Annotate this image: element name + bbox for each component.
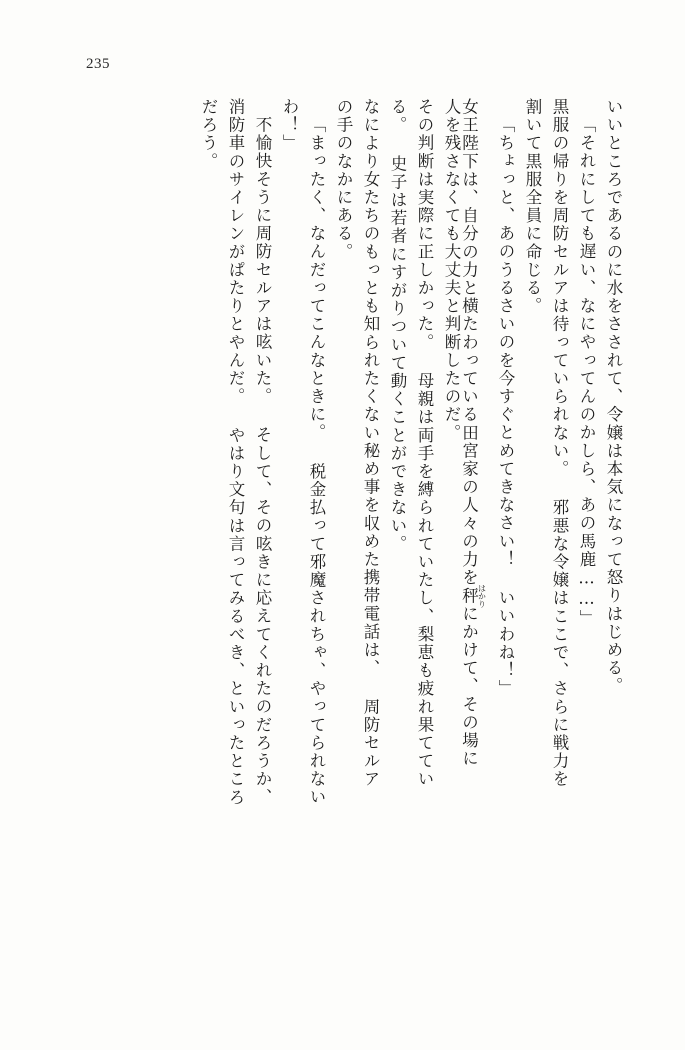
text-column: わ！」 (280, 98, 299, 153)
vertical-text-body (70, 98, 621, 990)
page-number: 235 (86, 56, 110, 72)
text-column: 「それにしても遅い、なにやってんのかしら、あの馬鹿……」 (577, 116, 596, 628)
text-column: 人を残さなくても大丈夫と判断したのだ。 (442, 98, 461, 442)
text-column: いいところであるのに水をさされて、令嬢は本気になって怒りはじめる。 (604, 98, 623, 696)
text-column: 割いて黒服全員に命じる。 (523, 98, 542, 316)
text-column: 黒服の帰りを周防セルアは待っていられない。 邪悪な令嬢はここで、さらに戦力を (550, 98, 569, 789)
text-column: 「まったく、なんだってこんなときに。 税金払って邪魔されちゃ、やってられない (307, 116, 326, 807)
text-column: なにより女たちのもっとも知られたくない秘め事を収めた携帯電話は、 周防セルア (361, 98, 380, 789)
text-column: る。 史子は若者にすがりついて動くことができない。 (388, 98, 407, 553)
text-column: 消防車のサイレンがぱたりとやんだ。 やはり文句は言ってみるべき、といったところ (226, 98, 245, 807)
text-column: だろう。 (199, 98, 218, 171)
text-column: 女王陛下は、自分の力と横たわっている田宮家の人々の力を秤 はかりにかけて、その場に (459, 98, 487, 768)
text-column: 「ちょっと、あのうるさいのを今すぐとめてきなさい！ いいわね！」 (496, 116, 515, 698)
text-column: 不愉快そうに周防セルアは呟いた。 そして、その呟きに応えてくれたのだろうか、 (253, 116, 272, 807)
text-column: その判断は実際に正しかった。 母親は両手を縛られていたし、梨恵も疲れ果ててい (415, 98, 434, 789)
ruby-annotation: 秤 はかり (459, 583, 487, 608)
text-column: の手のなかにある。 (334, 98, 353, 261)
